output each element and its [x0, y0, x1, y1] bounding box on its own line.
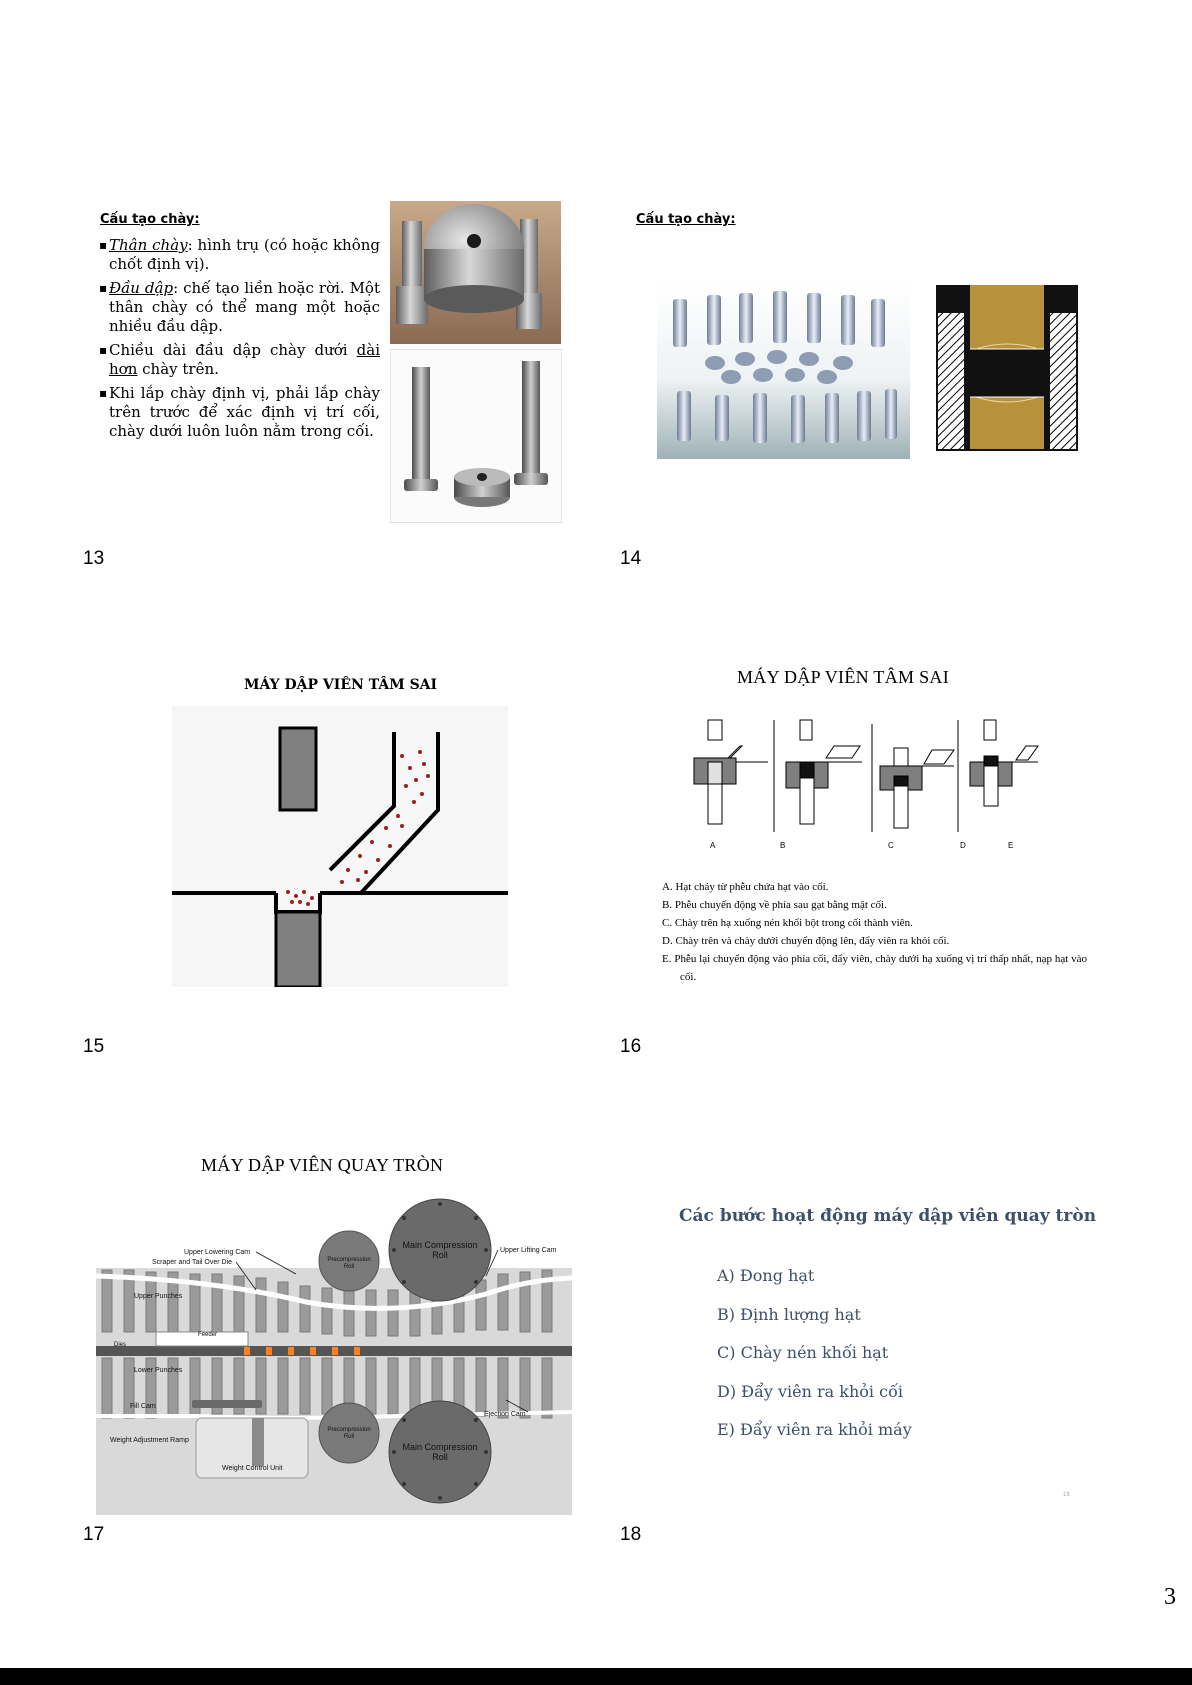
bullet-text: Khi lắp chày định vị, phải lắp chày trên trước để xác định vị trí cối, chày dưới luôn luôn nằm trong cối. [109, 384, 380, 440]
precompression-label-top: Precompression [327, 1257, 371, 1263]
main-roll-label-top: Main Compression [402, 1240, 478, 1250]
step-item: E) Đẩy viên ra khỏi máy [717, 1420, 912, 1439]
bullet-item [100, 279, 380, 336]
bottom-bar [0, 1668, 1192, 1685]
scraper-label: Scraper and Tail Over Die [152, 1259, 233, 1266]
step-label-e: E [1008, 841, 1014, 850]
legend-item: D. Chày trên và chày dưới chuyển động lên, đẩy viên ra khỏi cối. [662, 935, 950, 947]
term: Đầu dập [109, 279, 174, 297]
precompression-roll-top: Roll [343, 1264, 355, 1270]
slide14-heading: Cấu tạo chày: [636, 212, 736, 227]
legend-item: E. Phễu lại chuyển động vào phía cối, đẩy viên, chày dưới hạ xuống vị trí thấp nhất, nạp hạt vào cối. [662, 953, 1087, 983]
slide-number-15: 15 [83, 1036, 105, 1057]
slide-number-16: 16 [620, 1036, 642, 1057]
bullet-text: : chế tạo liền hoặc rời. Một thân chày có thể mang một hoặc nhiều đầu dập. [109, 279, 380, 335]
lower-punches-label: Lower Punches [134, 1367, 183, 1374]
step-label-d: D [960, 841, 966, 850]
step-label-a: A [710, 841, 716, 850]
slide-number-14: 14 [620, 548, 642, 569]
punch-set-photo [657, 283, 910, 459]
punches-photo [390, 349, 562, 523]
upper-punches-label: Upper Punches [134, 1293, 183, 1300]
bullet-item [100, 236, 380, 274]
rotary-press-diagram [96, 1190, 572, 1515]
ejection-cam-label: Ejection Cam [484, 1411, 526, 1418]
precompression-label-bottom: Precompression [327, 1427, 371, 1433]
bullet-text: chày trên. [137, 360, 219, 378]
slide16-title: MÁY DẬP VIÊN TÂM SAI [737, 667, 950, 687]
slide17-title: MÁY DẬP VIÊN QUAY TRÒN [201, 1155, 444, 1175]
dies-label: Dies [114, 1342, 127, 1348]
slide13-heading: Cấu tạo chày: [100, 212, 200, 227]
step-item: D) Đẩy viên ra khỏi cối [717, 1382, 903, 1401]
main-roll-label-bottom: Main Compression [402, 1442, 478, 1452]
punch-die-photo [390, 201, 561, 344]
fill-cam-label: Fill Cam [130, 1403, 156, 1410]
weight-ramp-label: Weight Adjustment Ramp [110, 1437, 189, 1444]
step-item: C) Chày nén khối hạt [717, 1343, 889, 1362]
step-label-b: B [780, 841, 786, 850]
slide18-tiny-number: 18 [1063, 1492, 1070, 1498]
bullet-text: Chiều dài đầu dập chày dưới [109, 341, 357, 359]
slide-number-18: 18 [620, 1524, 642, 1545]
term: Thân chày [109, 236, 188, 254]
step-item: A) Đong hạt [717, 1266, 815, 1285]
eccentric-steps-diagram [686, 710, 1054, 860]
slide-number-17: 17 [83, 1524, 105, 1545]
underlined-text: dài hơn [109, 341, 380, 378]
step-item: B) Định lượng hạt [717, 1305, 861, 1324]
slide18-title: Các bước hoạt động máy dập viên quay tròn [679, 1206, 1097, 1226]
step-label-c: C [888, 841, 894, 850]
slide16-legend [662, 878, 1087, 986]
roll-label-top: Roll [432, 1250, 448, 1260]
bullet-item [100, 384, 380, 441]
bullet-item [100, 341, 380, 379]
die-cross-section-diagram [936, 285, 1078, 451]
slide-number-13: 13 [83, 548, 105, 569]
feeder-label: Feeder [198, 1332, 218, 1338]
upper-lifting-cam-label: Upper Lifting Cam [500, 1247, 557, 1254]
eccentric-press-diagram [172, 706, 508, 987]
legend-item: B. Phễu chuyển động về phía sau gạt bằng mặt cối. [662, 899, 887, 911]
page-number: 3 [1164, 1584, 1176, 1610]
bullet-text: : hình trụ (có hoặc không chốt định vị). [109, 236, 381, 273]
upper-lowering-cam-label: Upper Lowering Cam [184, 1249, 251, 1256]
weight-unit-label: Weight Control Unit [222, 1465, 283, 1472]
slide13-bullets [100, 236, 380, 446]
roll-label-bottom: Roll [432, 1452, 448, 1462]
slide15-title: MÁY DẬP VIÊN TÂM SAI [244, 677, 438, 693]
legend-item: C. Chày trên hạ xuống nén khối bột trong cối thành viên. [662, 917, 913, 929]
legend-item: A. Hạt chảy từ phễu chứa hạt vào cối. [662, 881, 829, 893]
precompression-roll-bottom: Roll [343, 1434, 355, 1440]
